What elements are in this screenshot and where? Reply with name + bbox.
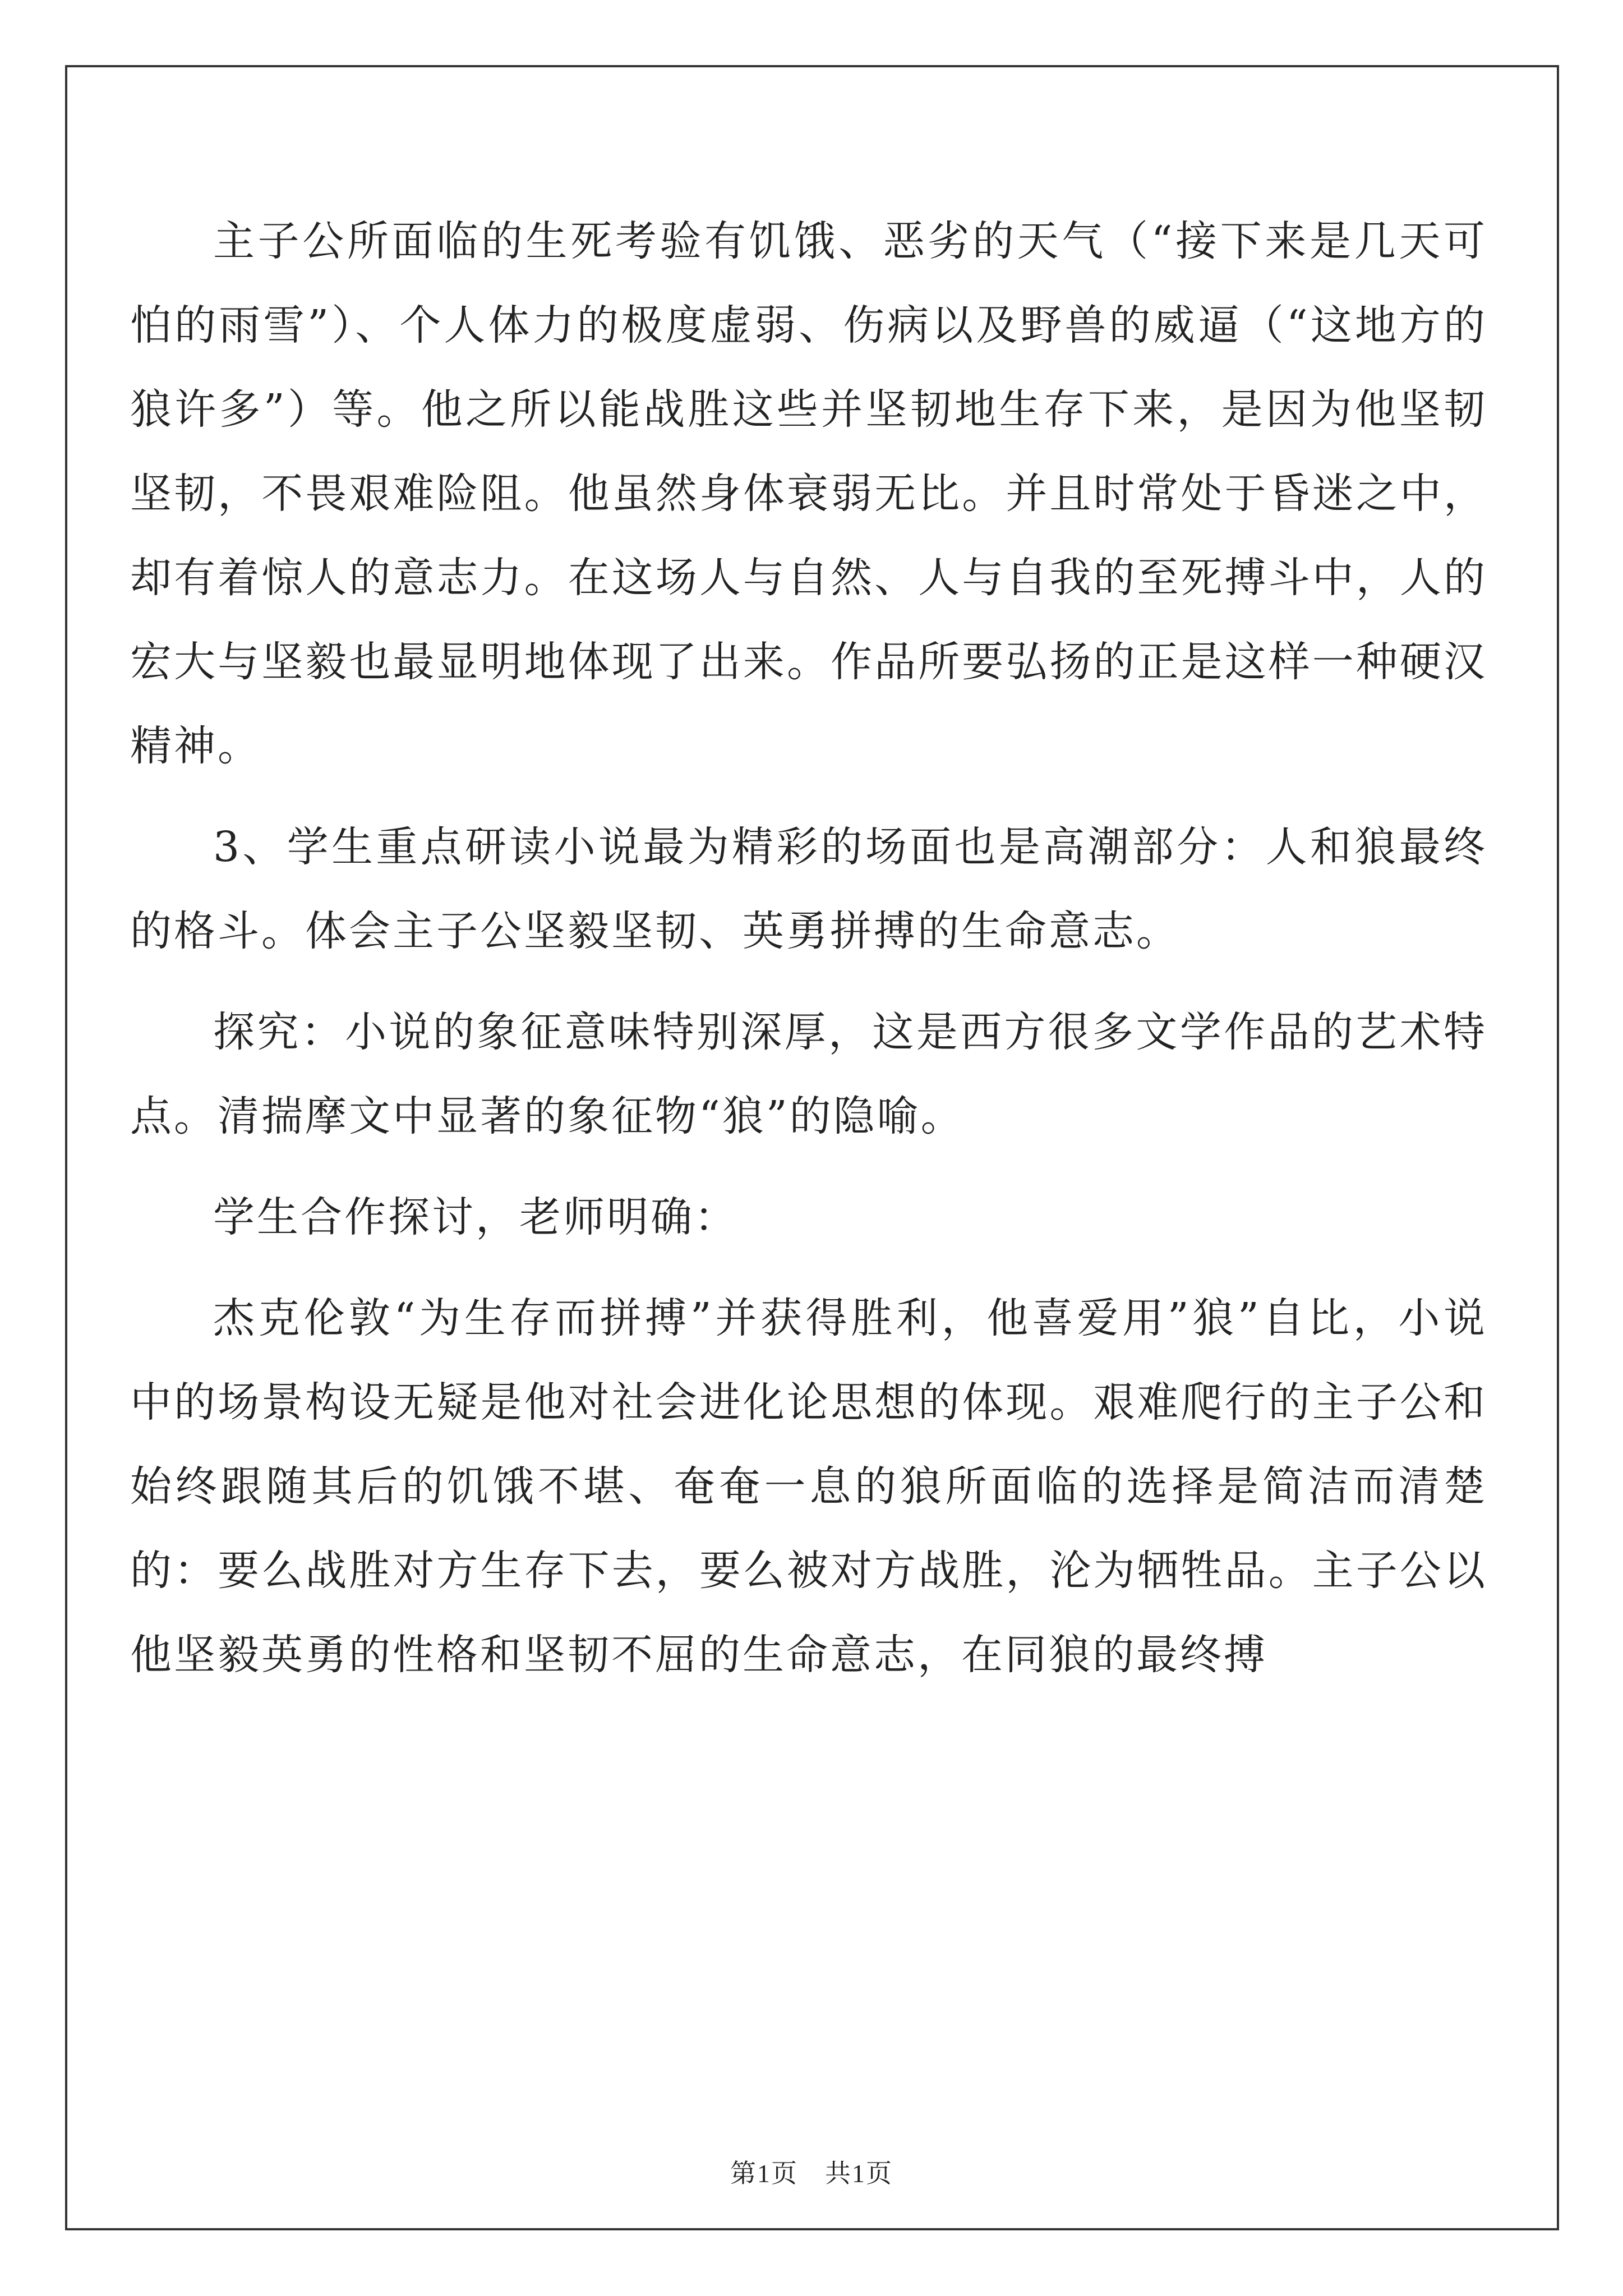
document-body bbox=[130, 199, 1487, 1714]
page-number-footer: 第1页 共1页 bbox=[730, 2159, 893, 2188]
paragraph-5: 杰克伦敦“为生存而拼搏”并获得胜利，他喜爱用”狼”自比，小说中的场景构设无疑是他对社会进化论思想的体现。艰难爬行的主子公和始终跟随其后的饥饿不堪、奄奄一息的狼所面临的选择是简洁而清楚的：要么战胜对方生存下去，要么被对方战胜，沦为牺牲品。主子公以他坚毅英勇的性格和坚韧不屈的生命意志，在同狼的最终搏 bbox=[130, 1294, 1487, 1679]
paragraph-1: 主子公所面临的生死考验有饥饿、恶劣的天气（“接下来是几天可怕的雨雪”）、个人体力的极度虚弱、伤病以及野兽的威逼（“这地方的狼许多”）等。他之所以能战胜这些并坚韧地生存下来，是因为他坚韧坚韧，不畏艰难险阻。他虽然身体衰弱无比。并且时常处于昏迷之中，却有着惊人的意志力。在这场人与自然、人与自我的至死搏斗中，人的宏大与坚毅也最显明地体现了出来。作品所要弘扬的正是这样一种硬汉精神。 bbox=[130, 217, 1487, 770]
paragraph-2: 3、学生重点研读小说最为精彩的场面也是高潮部分：人和狼最终的格斗。体会主子公坚毅坚韧、英勇拼搏的生命意志。 bbox=[130, 823, 1487, 955]
paragraph-3: 探究：小说的象征意味特别深厚，这是西方很多文学作品的艺术特点。清揣摩文中显著的象征物“狼”的隐喻。 bbox=[130, 1008, 1487, 1140]
paragraph-4: 学生合作探讨，老师明确： bbox=[213, 1193, 738, 1241]
